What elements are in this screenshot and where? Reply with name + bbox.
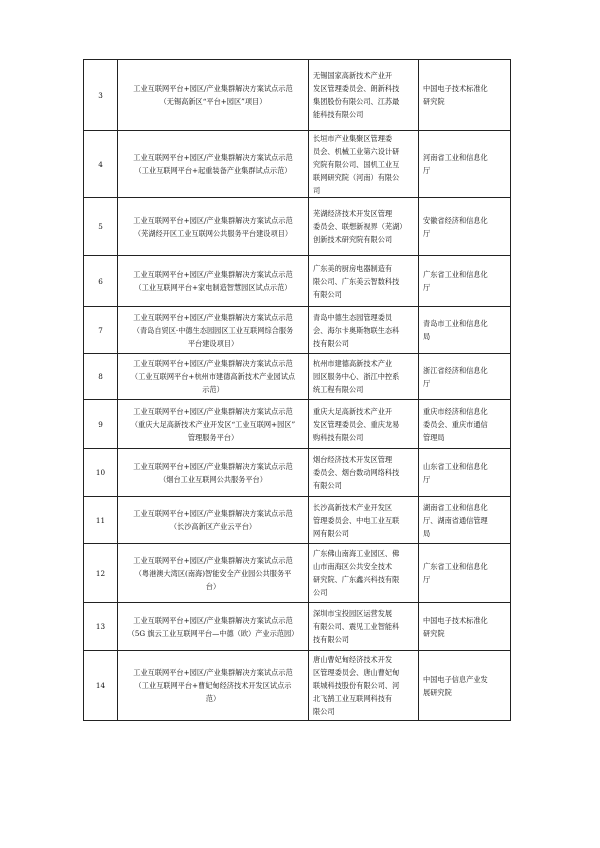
applicant-unit-line: 区管理委员会、唐山曹妃甸 (313, 668, 400, 677)
applicant-unit-cell (309, 60, 419, 131)
project-name-line: （5G 旗云工业互联网平台—中德（欧）产业示范园） (127, 628, 299, 638)
applicant-unit-line: 能科技有限公司 (313, 110, 364, 119)
row-number: 12 (84, 544, 118, 603)
project-name-cell (118, 256, 309, 307)
applicant-unit-cell (309, 131, 419, 198)
applicant-unit-line: 杭州市建德高新技术产业 (313, 359, 393, 368)
recommending-org-cell (419, 603, 511, 651)
project-name-cell (118, 198, 309, 256)
recommending-org-line: 青岛市工业和信息化 (423, 319, 488, 328)
applicant-unit-line: 管理委员会、中电工业互联 (313, 515, 400, 525)
recommending-org-line: 厅 (423, 378, 431, 388)
project-name-line: 工业互联网平台+园区/产业集群解决方案试点示范 (133, 406, 293, 416)
recommending-org-line: 浙江省经济和信息化 (423, 365, 488, 375)
applicant-unit-line: 网有限公司 (313, 528, 349, 538)
applicant-unit-cell (309, 544, 419, 603)
applicant-unit-line: 联城科技股份有限公司、河 (313, 681, 400, 690)
project-name-line: （重庆大足高新技术产业开发区“工业互联网+园区” (130, 419, 296, 429)
project-name-line: （无锡高新区“平台+园区”项目） (159, 97, 267, 106)
recommending-org-cell (419, 544, 511, 603)
project-name-cell (118, 544, 309, 603)
recommending-org-cell (419, 449, 511, 497)
table-row (84, 651, 511, 721)
applicant-unit-line: 长沙高新技术产业开发区 (313, 502, 393, 512)
applicant-unit-line: 有限公司、震见工业智能科 (313, 622, 400, 631)
applicant-unit-line: 委员会、联想新视界（芜湖） (313, 222, 407, 231)
applicant-unit-line: 统工程有限公司 (313, 385, 364, 394)
project-name-line: 示范） (202, 385, 224, 394)
project-name-line: （青岛自贸区·中德生态园园区工业互联网综合服务 (132, 325, 294, 335)
applicant-unit-line: 发区管理委员会、朗新科技 (313, 84, 400, 93)
applicant-unit-line: 青岛中德生态园管理委员 (313, 312, 393, 322)
project-name-cell (118, 651, 309, 721)
table-row (84, 307, 511, 354)
table-row (84, 198, 511, 256)
applicant-unit-cell (309, 198, 419, 256)
project-name-cell (118, 307, 309, 354)
table-row (84, 497, 511, 544)
recommending-org-cell (419, 198, 511, 256)
row-number: 8 (84, 354, 118, 400)
row-number: 10 (84, 449, 118, 497)
project-name-line: 工业互联网平台+园区/产业集群解决方案试点示范 (133, 270, 293, 279)
project-name-line: （烟台工业互联网公共服务平台） (159, 474, 267, 484)
table-row (84, 256, 511, 307)
project-name-line: 工业互联网平台+园区/产业集群解决方案试点示范 (133, 615, 293, 625)
applicant-unit-cell (309, 256, 419, 307)
project-name-line: （工业互联网平台+曹妃甸经济技术开发区试点示 (134, 681, 292, 690)
applicant-unit-line: 购科技有限公司 (313, 432, 364, 442)
applicant-unit-line: 有限公司 (313, 289, 342, 299)
applicant-unit-cell (309, 449, 419, 497)
applicant-unit-line: 公司 (313, 588, 328, 597)
applicant-unit-cell (309, 400, 419, 449)
applicant-unit-line: 员会、机械工业第六设计研 (313, 146, 400, 156)
applicant-unit-line: 委员会、烟台数动网络科技 (313, 468, 400, 477)
project-name-line: 台） (205, 581, 221, 591)
applicant-unit-line: 司 (313, 185, 321, 195)
applicant-unit-line: 长垣市产业集聚区管理委 (313, 133, 393, 143)
recommending-org-line: 广东省工业和信息化 (423, 270, 488, 279)
recommending-org-line: 中国电子技术标准化 (423, 615, 488, 625)
applicant-unit-line: 技有限公司 (313, 635, 349, 644)
recommending-org-line: 中国电子信息产业发 (423, 674, 488, 684)
applicant-unit-line: 北飞鹄工业互联网科技有 (313, 694, 393, 703)
applicant-unit-line: 芜湖经济技术开发区管理 (313, 209, 393, 218)
recommending-org-line: 广东省工业和信息化 (423, 562, 488, 571)
row-number: 7 (84, 307, 118, 354)
recommending-org-cell (419, 400, 511, 449)
recommending-org-cell (419, 497, 511, 544)
project-name-line: （芜湖经开区工业互联网公共服务平台建设项目） (133, 228, 293, 238)
table-row (84, 544, 511, 603)
table-row (84, 449, 511, 497)
project-name-cell (118, 449, 309, 497)
row-number: 11 (84, 497, 118, 544)
recommending-org-line: 展研究院 (423, 687, 452, 697)
project-name-line: 工业互联网平台+园区/产业集群解决方案试点示范 (133, 84, 293, 93)
row-number: 5 (84, 198, 118, 256)
applicant-unit-line: 深圳市宝投园区运营发展 (313, 609, 393, 618)
table-row (84, 354, 511, 400)
recommending-org-cell (419, 60, 511, 131)
project-name-line: 工业互联网平台+园区/产业集群解决方案试点示范 (133, 215, 293, 225)
project-name-line: 管理服务平台） (187, 432, 239, 442)
recommending-org-line: 中国电子技术标准化 (423, 84, 488, 93)
recommending-org-line: 山东省工业和信息化 (423, 461, 488, 471)
recommending-org-line: 厅 (423, 283, 431, 292)
applicant-unit-line: 联网研究院（河南）有限公 (313, 172, 400, 182)
recommending-org-line: 局 (423, 528, 431, 538)
recommending-org-line: 委员会、重庆市通信 (423, 419, 488, 429)
applicant-unit-line: 技有限公司 (313, 338, 349, 348)
recommending-org-cell (419, 651, 511, 721)
project-name-cell (118, 497, 309, 544)
project-name-line: 工业互联网平台+园区/产业集群解决方案试点示范 (133, 359, 293, 368)
project-name-line: 工业互联网平台+园区/产业集群解决方案试点示范 (133, 461, 293, 471)
row-number: 13 (84, 603, 118, 651)
recommending-org-cell (419, 307, 511, 354)
recommending-org-line: 厅 (423, 228, 431, 238)
project-name-line: 工业互联网平台+园区/产业集群解决方案试点示范 (133, 668, 293, 677)
pilot-project-table (83, 59, 511, 721)
recommending-org-line: 重庆市经济和信息化 (423, 406, 488, 416)
applicant-unit-line: 发区管理委员会、重庆龙易 (313, 419, 400, 429)
recommending-org-line: 厅、湖南省通信管理 (423, 515, 488, 525)
table-row (84, 60, 511, 131)
table-row (84, 131, 511, 198)
applicant-unit-line: 山市南海区公共安全技术 (313, 562, 393, 571)
table-row (84, 603, 511, 651)
recommending-org-line: 研究院 (423, 97, 445, 106)
applicant-unit-cell (309, 603, 419, 651)
applicant-unit-line: 园区服务中心、浙江中控系 (313, 372, 400, 381)
row-number: 9 (84, 400, 118, 449)
applicant-unit-line: 无锡国家高新技术产业开 (313, 71, 393, 80)
applicant-unit-cell (309, 651, 419, 721)
project-name-line: （工业互联网平台+家电制造智慧园区试点示范） (134, 283, 292, 292)
project-name-line: 工业互联网平台+园区/产业集群解决方案试点示范 (133, 509, 293, 518)
table-row (84, 400, 511, 449)
row-number: 6 (84, 256, 118, 307)
project-name-cell (118, 131, 309, 198)
recommending-org-line: 安徽省经济和信息化 (423, 215, 488, 225)
applicant-unit-line: 集团股份有限公司、江苏最 (313, 97, 400, 106)
recommending-org-line: 河南省工业和信息化 (423, 153, 488, 162)
applicant-unit-line: 有限公司 (313, 481, 342, 490)
applicant-unit-cell (309, 307, 419, 354)
applicant-unit-cell (309, 354, 419, 400)
project-name-line: （工业互联网平台+杭州市建德高新技术产业园试点 (130, 372, 296, 381)
project-name-cell (118, 603, 309, 651)
recommending-org-cell (419, 131, 511, 198)
applicant-unit-cell (309, 497, 419, 544)
recommending-org-line: 厅 (423, 474, 431, 484)
applicant-unit-line: 烟台经济技术开发区管理 (313, 455, 393, 464)
recommending-org-cell (419, 256, 511, 307)
row-number: 4 (84, 131, 118, 198)
row-number: 3 (84, 60, 118, 131)
recommending-org-line: 研究院 (423, 628, 445, 638)
project-name-line: 工业互联网平台+园区/产业集群解决方案试点示范 (133, 555, 293, 565)
applicant-unit-line: 唐山曹妃甸经济技术开发 (313, 655, 393, 664)
recommending-org-line: 管理局 (423, 432, 445, 442)
applicant-unit-line: 会、海尔卡奥斯物联生态科 (313, 325, 400, 335)
applicant-unit-line: 重庆大足高新技术产业开 (313, 406, 393, 416)
recommending-org-line: 局 (423, 332, 431, 341)
project-name-line: （工业互联网平台+起重装备产业集群试点示范） (134, 166, 292, 175)
row-number: 14 (84, 651, 118, 721)
project-name-cell (118, 60, 309, 131)
project-name-line: 工业互联网平台+园区/产业集群解决方案试点示范 (133, 312, 293, 322)
applicant-unit-line: 广东佛山南海工业园区、佛 (313, 549, 400, 558)
recommending-org-line: 湖南省工业和信息化 (423, 502, 488, 512)
applicant-unit-line: 究院有限公司、国机工业互 (313, 159, 400, 169)
project-name-line: 工业互联网平台+园区/产业集群解决方案试点示范 (133, 153, 293, 162)
recommending-org-line: 厅 (423, 575, 431, 584)
project-name-cell (118, 400, 309, 449)
project-name-line: 范） (205, 694, 221, 703)
recommending-org-line: 厅 (423, 166, 431, 175)
applicant-unit-line: 研究院、广东鑫兴科技有限 (313, 575, 400, 584)
applicant-unit-line: 创新技术研究院有限公司 (313, 235, 393, 244)
project-name-line: （粤港澳大湾区(南海)智能安全产业园公共服务平 (134, 568, 292, 578)
project-name-line: 平台建设项目） (187, 338, 239, 348)
applicant-unit-line: 限公司、广东美云智数科技 (313, 276, 400, 286)
applicant-unit-line: 限公司 (313, 707, 335, 716)
project-name-cell (118, 354, 309, 400)
applicant-unit-line: 广东美的厨房电器制造有 (313, 263, 393, 273)
table-body (84, 60, 511, 721)
recommending-org-cell (419, 354, 511, 400)
project-name-line: （长沙高新区产业云平台） (169, 522, 257, 531)
